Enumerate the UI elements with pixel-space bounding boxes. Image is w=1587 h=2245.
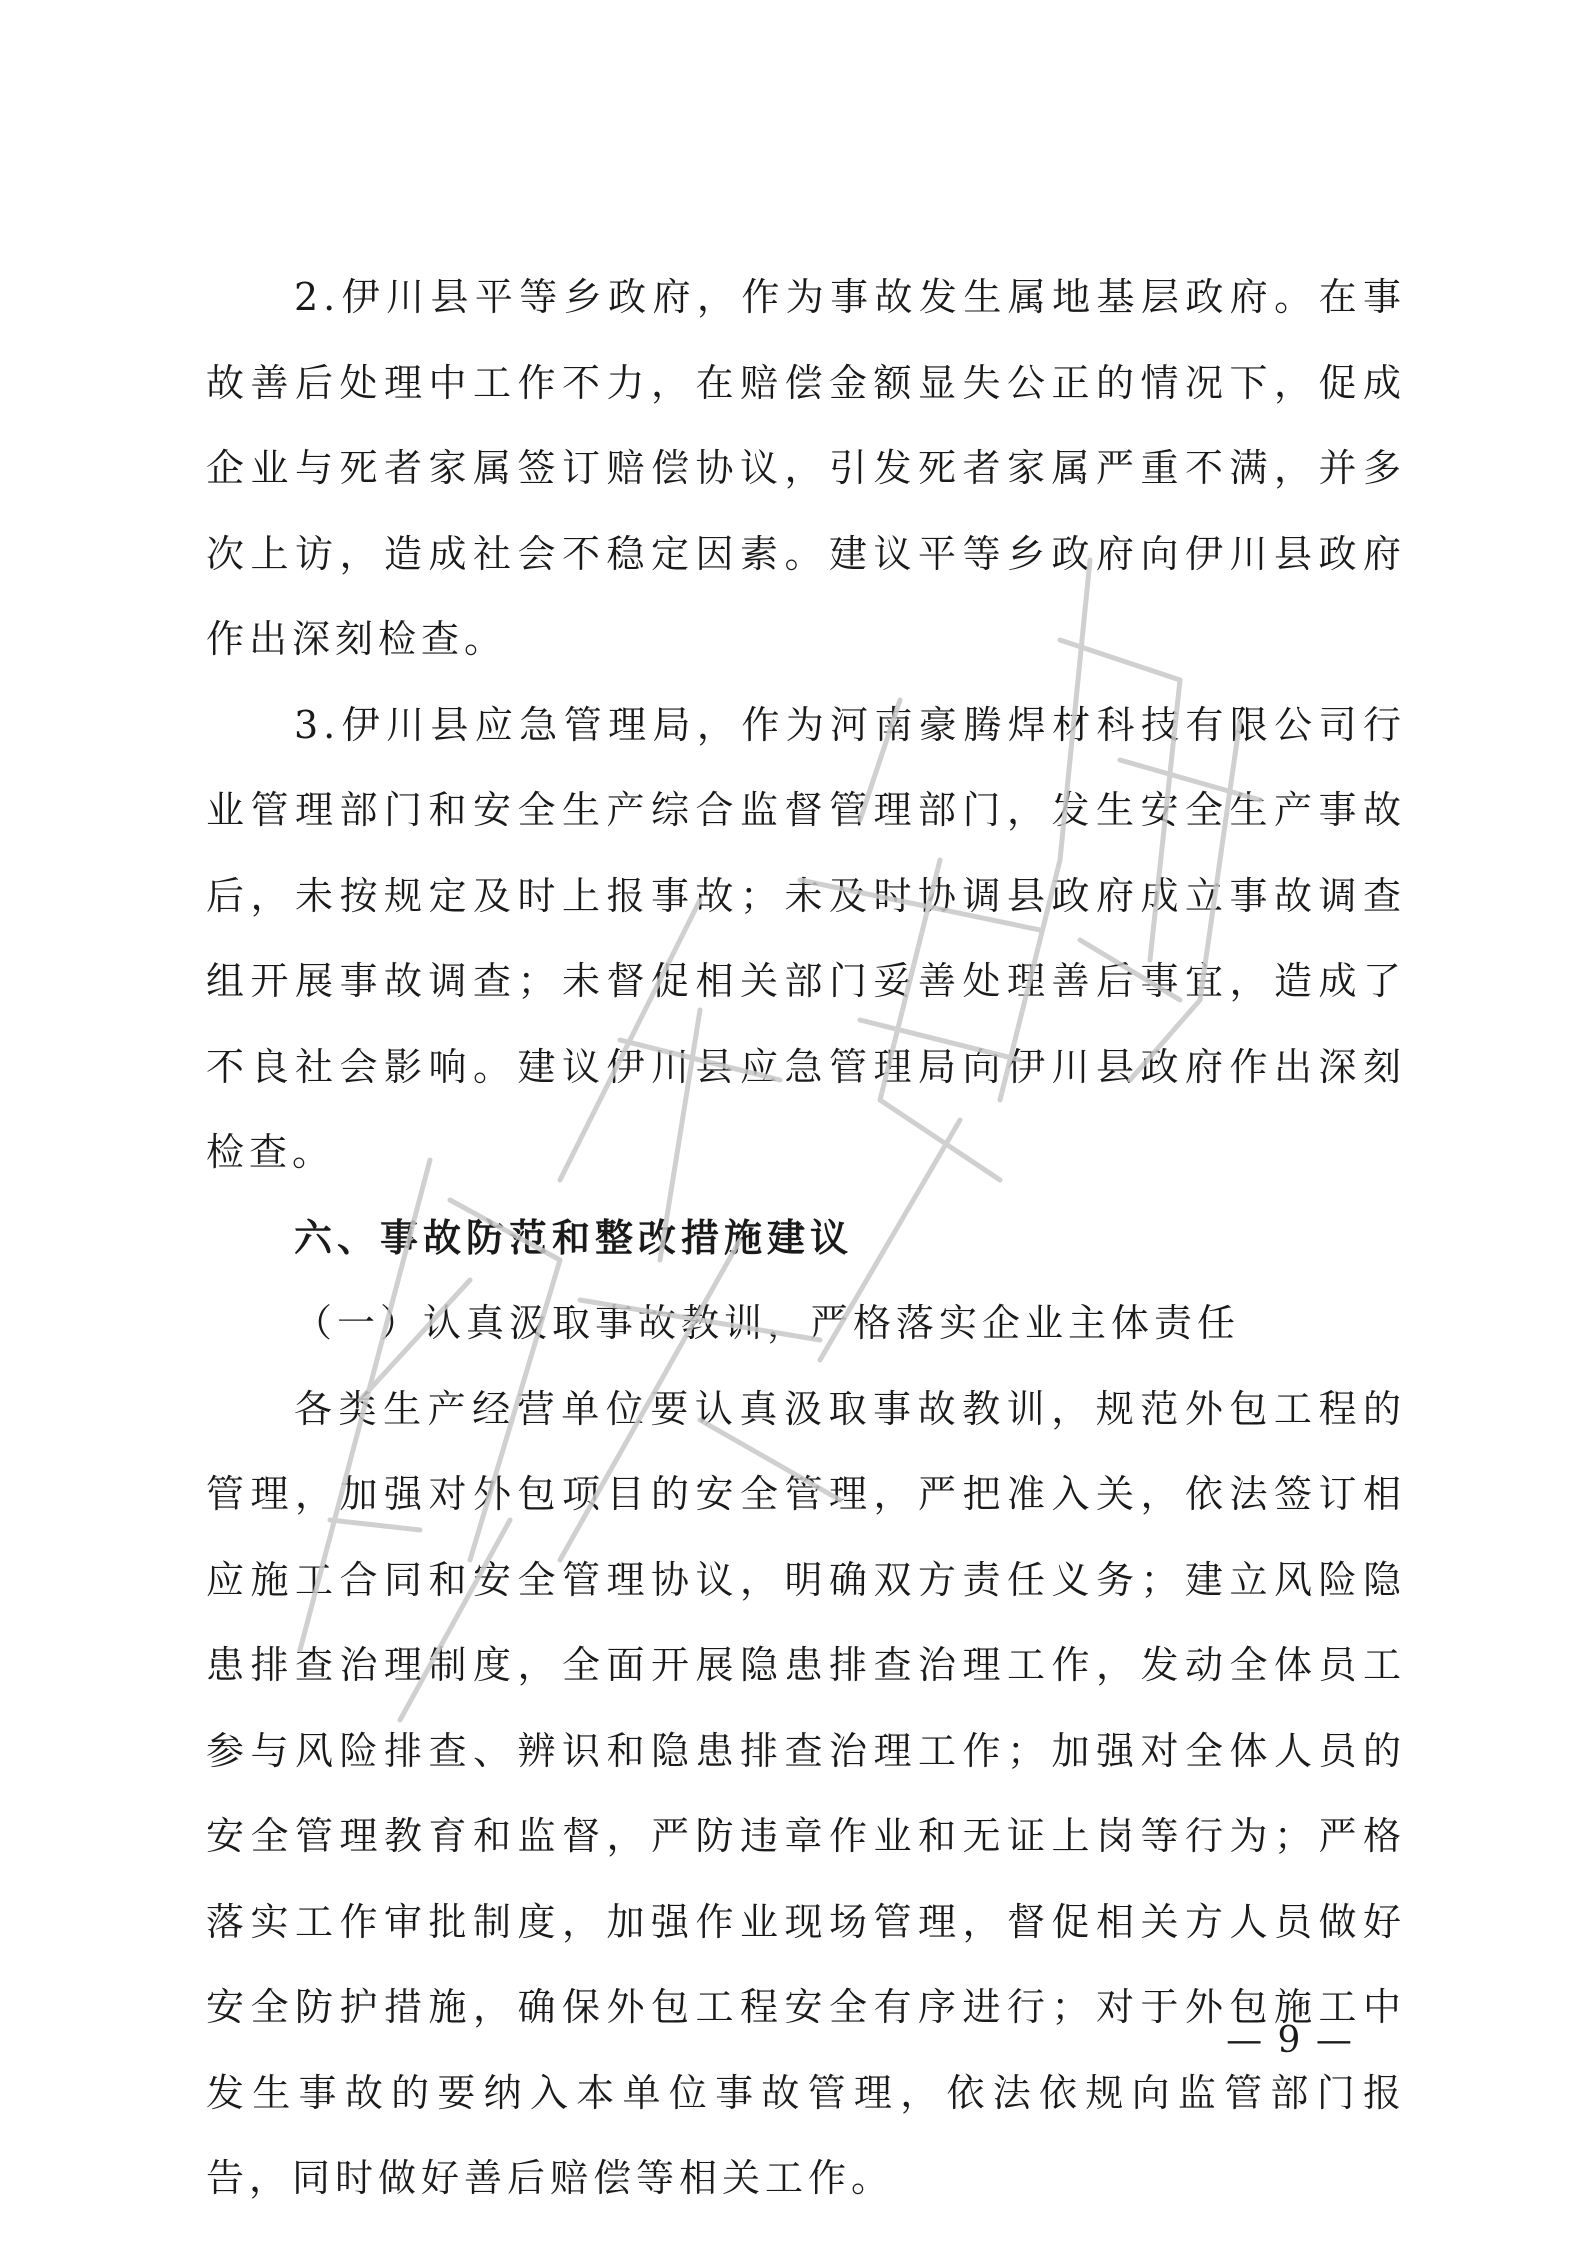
section-heading: 六、事故防范和整改措施建议 (294, 1215, 854, 1260)
document-body (206, 255, 1406, 2222)
body-paragraph: 各类生产经营单位要认真汲取事故教训，规范外包工程的管理，加强对外包项目的安全管理，严把准入关，依法签订相应施工合同和安全管理协议，明确双方责任义务；建立风险隐患排查治理制度，全面开展隐患排查治理工作，发动全体员工参与风险排查、辨识和隐患排查治理工作；加强对全体人员的安全管理教育和监督，严防违章作业和无证上岗等行为；严格落实工作审批制度，加强作业现场管理，督促相关方人员做好安全防护措施，确保外包工程安全有序进行；对于外包施工中发生事故的要纳入本单位事故管理，依法依规向监管部门报告，同时做好善后赔偿等相关工作。 (206, 1386, 1406, 2200)
subsection-heading: （一）认真汲取事故教训，严格落实企业主体责任 (294, 1301, 1241, 1345)
svg-text:严禁复制: 严禁复制 (0, 0, 4, 1)
paragraph-item-3: 3.伊川县应急管理局，作为河南豪腾焊材科技有限公司行业管理部门和安全生产综合监督管理部门，发生安全生产事故后，未按规定及时上报事故；未及时协调县政府成立事故调查组开展事故调查；未督促相关部门妥善处理善后事宜，造成了不良社会影响。建议伊川县应急管理局向伊川县政府作出深刻检查。 (206, 702, 1406, 1174)
page-number: — 9 — (1226, 2020, 1354, 2061)
paragraph-item-2: 2.伊川县平等乡政府，作为事故发生属地基层政府。在事故善后处理中工作不力，在赔偿金额显失公正的情况下，促成企业与死者家属签订赔偿协议，引发死者家属严重不满，并多次上访，造成社会不稳定因素。建议平等乡政府向伊川县政府作出深刻检查。 (206, 275, 1406, 661)
